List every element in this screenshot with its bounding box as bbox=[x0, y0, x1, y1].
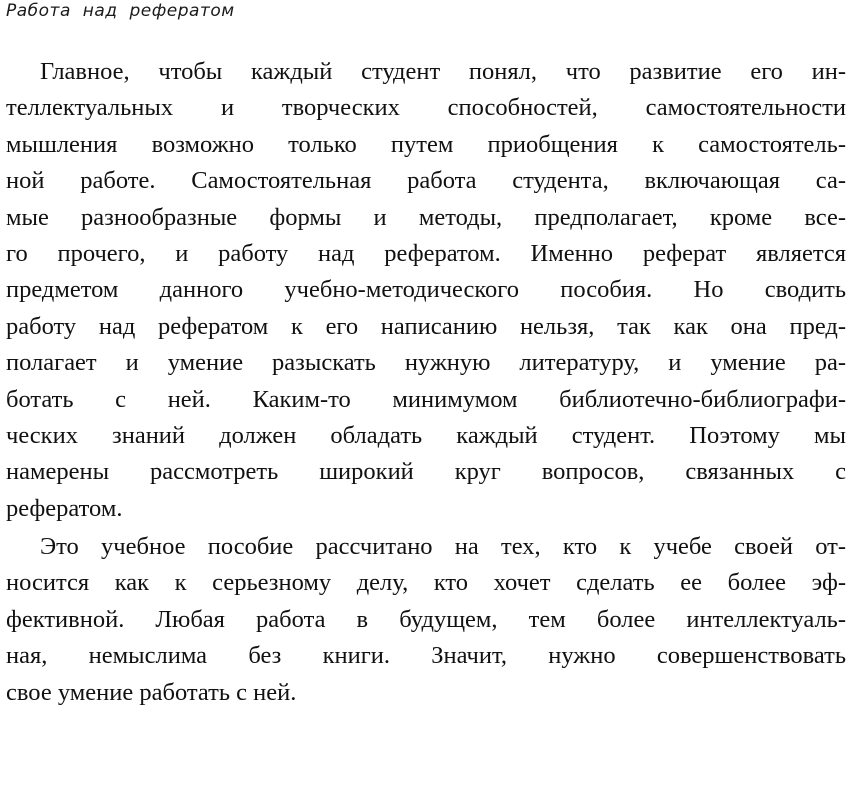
text-line: фективной. Любая работа в будущем, тем более интеллектуаль- bbox=[6, 605, 846, 633]
running-header: Работа над рефератом bbox=[6, 1, 235, 21]
text-line: ная, немыслима без книги. Значит, нужно совершенствовать bbox=[6, 642, 846, 670]
text-line: работу над рефератом к его написанию нельзя, так как она пред- bbox=[6, 312, 846, 340]
text-line: ботать с ней. Каким-то минимумом библиотечно-библиографи- bbox=[6, 385, 846, 413]
text-line: носится как к серьезному делу, кто хочет сделать ее более эф- bbox=[6, 569, 846, 597]
paragraph-1 bbox=[6, 54, 846, 527]
page-body bbox=[6, 54, 846, 711]
text-line: мые разнообразные формы и методы, предполагает, кроме все- bbox=[6, 203, 846, 231]
paragraph-2 bbox=[6, 529, 846, 711]
text-line: рефератом. bbox=[6, 494, 123, 522]
text-line: теллектуальных и творческих способностей, самостоятельности bbox=[6, 94, 846, 122]
text-line: мышления возможно только путем приобщения к самостоятель- bbox=[6, 130, 846, 158]
text-line: намерены рассмотреть широкий круг вопросов, связанных с bbox=[6, 458, 846, 486]
text-line: ческих знаний должен обладать каждый студент. Поэтому мы bbox=[6, 421, 846, 449]
text-line: полагает и умение разыскать нужную литературу, и умение ра- bbox=[6, 349, 846, 377]
text-line: го прочего, и работу над рефератом. Именно реферат является bbox=[6, 239, 846, 267]
text-line: свое умение работать с ней. bbox=[6, 678, 297, 706]
text-line: ной работе. Самостоятельная работа студента, включающая са- bbox=[6, 167, 846, 195]
text-line: Это учебное пособие рассчитано на тех, кто к учебе своей от- bbox=[40, 533, 846, 561]
text-line: Главное, чтобы каждый студент понял, что развитие его ин- bbox=[40, 58, 846, 85]
text-line: предметом данного учебно-методического пособия. Но сводить bbox=[6, 276, 846, 304]
